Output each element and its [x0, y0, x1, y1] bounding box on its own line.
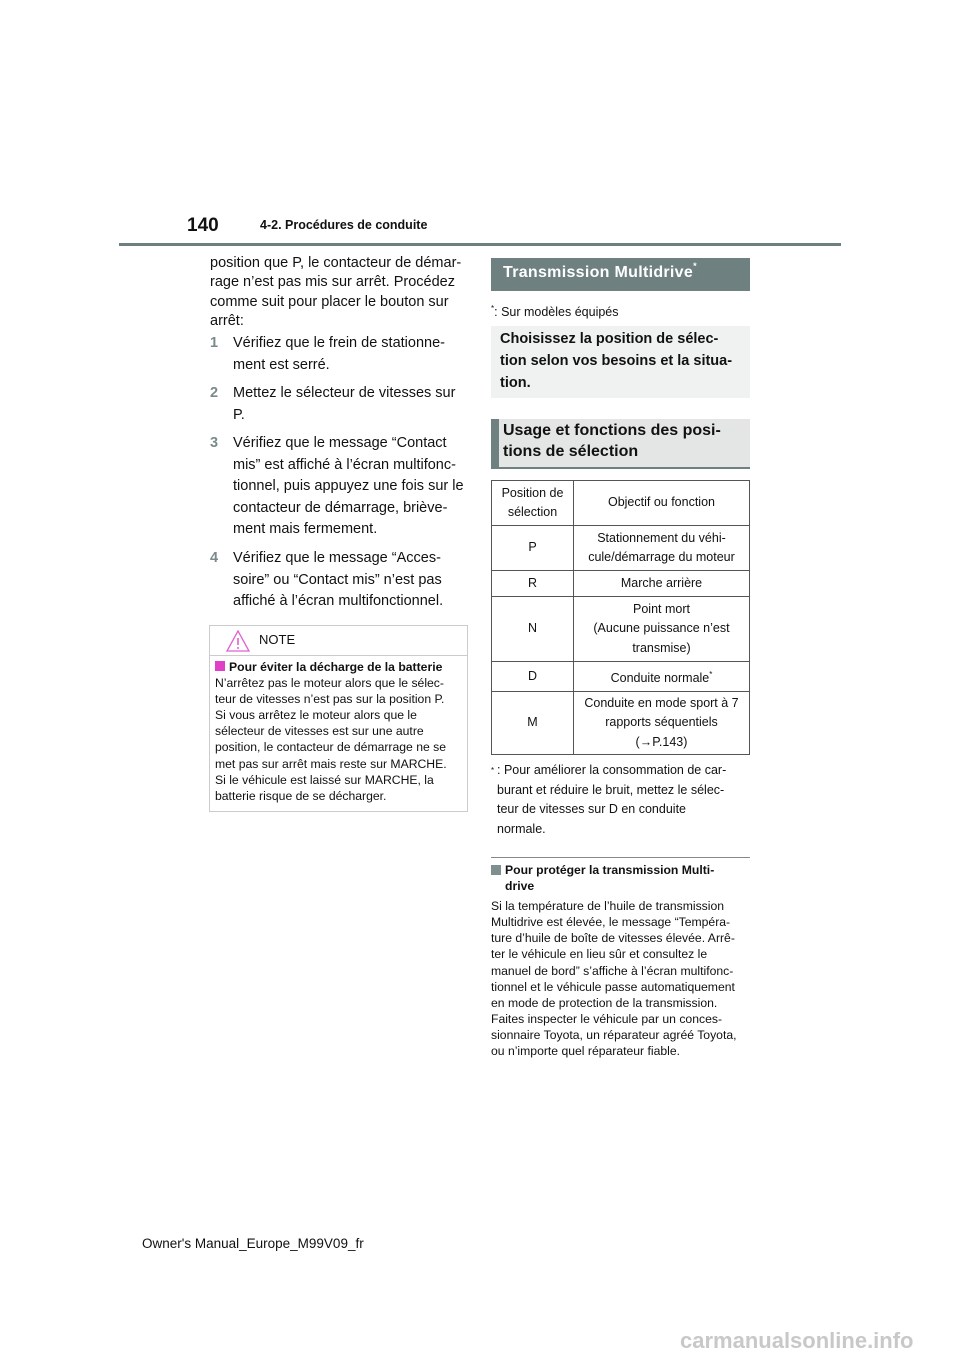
table-cell: Conduite normale*	[574, 662, 750, 692]
text-line: rage n’est pas mis sur arrêt. Procédez	[210, 274, 455, 291]
text-line: batterie risque de se décharger.	[215, 788, 387, 803]
text-line: : Pour améliorer la consommation de car-	[497, 763, 727, 777]
footnote-asterisk: *	[491, 766, 495, 775]
pink-square-icon	[215, 661, 225, 671]
banner-asterisk: *	[693, 261, 697, 271]
table-header: Position de sélection	[492, 481, 574, 526]
text-line: met pas sur arrêt mais reste sur MARCHE.	[215, 756, 447, 771]
section-banner	[491, 258, 750, 291]
text-line: affiché à l’écran multifonctionnel.	[233, 593, 444, 610]
subheading	[491, 419, 750, 469]
text-line: Usage et fonctions des posi-	[503, 422, 721, 439]
step-text	[233, 333, 445, 376]
text-line: arrêt:	[210, 312, 244, 329]
text-line: position que P, le contacteur de démar-	[210, 255, 462, 271]
text-line: tionnel, puis appuyez une fois sur le	[233, 478, 464, 495]
info-text	[491, 898, 753, 1059]
text-line: Si le véhicule est laissé sur MARCHE, la	[215, 772, 434, 787]
banner-title: Transmission Multidrive	[503, 264, 694, 281]
text-line: Si vous arrêtez le moteur alors que le	[215, 708, 417, 723]
table-cell: Marche arrière	[574, 571, 750, 597]
text-line: tionnel et le véhicule passe automatiquement	[491, 979, 735, 994]
text-line: tion.	[500, 374, 531, 391]
info-title-row	[491, 862, 753, 894]
table-row	[492, 597, 750, 662]
step-number: 4	[210, 550, 219, 566]
footnote-text: : Sur modèles équipés	[494, 305, 619, 320]
note-title: Pour éviter la décharge de la batterie	[229, 660, 443, 674]
table-cell: R	[492, 571, 574, 597]
text-line: drive	[505, 879, 535, 894]
table-header-row	[492, 481, 750, 526]
note-box	[209, 625, 468, 812]
text-line: Vérifiez que le message “Acces-	[233, 550, 441, 566]
text-line: comme suit pour placer le bouton sur	[210, 293, 449, 310]
text-line: Vérifiez que le frein de stationne-	[233, 335, 445, 351]
text-line: tions de sélection	[503, 443, 639, 460]
table-row	[492, 692, 750, 755]
footer: Owner's Manual_Europe_M99V09_fr	[142, 1236, 364, 1251]
table-header: Objectif ou fonction	[574, 481, 750, 526]
text-line: Choisissez la position de sélec-	[500, 331, 719, 347]
footnote-2-text	[497, 761, 757, 839]
text-line: ment est serré.	[233, 356, 330, 373]
step-4	[210, 548, 443, 613]
text-line: Mettez le sélecteur de vitesses sur	[233, 385, 456, 401]
text-line: burant et réduire le bruit, mettez le sélec-	[497, 782, 725, 797]
section-header: 4-2. Procédures de conduite	[260, 218, 428, 232]
table-cell: D	[492, 662, 574, 692]
footnote-asterisk: *	[491, 304, 495, 313]
text-line: en mode de protection de la transmission.	[491, 995, 718, 1010]
step-3	[210, 433, 464, 541]
intro-paragraph	[210, 254, 461, 331]
text-line: ment mais fermement.	[233, 521, 378, 538]
table-cell: Stationnement du véhi- cule/démarrage du moteur	[574, 526, 750, 571]
text-line: contacteur de démarrage, briève-	[233, 499, 448, 516]
text-line: position, le contacteur de démarrage ne se	[215, 740, 447, 755]
table-row	[492, 662, 750, 692]
step-text	[233, 433, 464, 541]
text-line: ter le véhicule en lieu sûr et consultez le	[491, 947, 708, 962]
table-cell: N	[492, 597, 574, 662]
step-number: 2	[210, 385, 219, 401]
info-title	[505, 862, 753, 894]
text-line: ou n’importe quel réparateur fiable.	[491, 1044, 681, 1059]
note-label: NOTE	[259, 632, 296, 647]
section-rule	[491, 857, 750, 858]
table-row	[492, 571, 750, 597]
highlight-box	[491, 326, 750, 398]
step-text	[233, 548, 443, 613]
text-line: manuel de bord” s’affiche à l’écran multifonc-	[491, 963, 734, 978]
text-line: teur de vitesses n’est pas sur la position P.	[215, 692, 445, 707]
text-line: teur de vitesses sur D en conduite	[497, 802, 686, 817]
step-text	[233, 383, 455, 426]
text-line: Multidrive est élevée, le message “Tempéra-	[491, 915, 731, 930]
info-section	[491, 862, 753, 1059]
text-line: ture d’huile de boîte de vitesses élevée. Arrê-	[491, 931, 735, 946]
step-number: 1	[210, 335, 219, 351]
text-line: normale.	[497, 821, 546, 836]
note-header	[210, 626, 467, 656]
table-cell: Conduite en mode sport à 7 rapports séquentiels (→P.143)	[574, 692, 750, 755]
note-title-row	[215, 659, 462, 675]
text-line: sionnaire Toyota, un réparateur agréé Toyota,	[491, 1027, 737, 1042]
header-rule	[119, 243, 841, 246]
text-line: P.	[233, 406, 245, 423]
table-cell: Point mort (Aucune puissance n’est transmise)	[574, 597, 750, 662]
step-1	[210, 333, 445, 376]
footnote-2	[491, 761, 727, 836]
table-row	[492, 526, 750, 571]
footnote	[491, 304, 619, 319]
selection-table	[491, 480, 750, 755]
text-line: Vérifiez que le message “Contact	[233, 435, 447, 451]
gray-square-icon	[491, 865, 501, 875]
warning-triangle-icon	[226, 630, 250, 652]
text-line: Faites inspecter le véhicule par un conces-	[491, 1011, 723, 1026]
table-cell: P	[492, 526, 574, 571]
text-line: tion selon vos besoins et la situa-	[500, 352, 733, 369]
text-line: Si la température de l’huile de transmission	[491, 899, 725, 914]
text-line: Pour protéger la transmission Multi-	[505, 863, 715, 877]
step-2	[210, 383, 455, 426]
text-line: mis” est affiché à l’écran multifonc-	[233, 456, 456, 473]
text-line: N’arrêtez pas le moteur alors que le sélec-	[215, 676, 444, 691]
note-text	[215, 675, 462, 804]
page-number: 140	[187, 215, 219, 236]
text-line: sélecteur de vitesses est sur une autre	[215, 724, 424, 739]
table-cell: M	[492, 692, 574, 755]
watermark: carmanualsonline.info	[680, 1328, 914, 1353]
step-number: 3	[210, 435, 219, 451]
text-line: soire” ou “Contact mis” n’est pas	[233, 571, 442, 588]
